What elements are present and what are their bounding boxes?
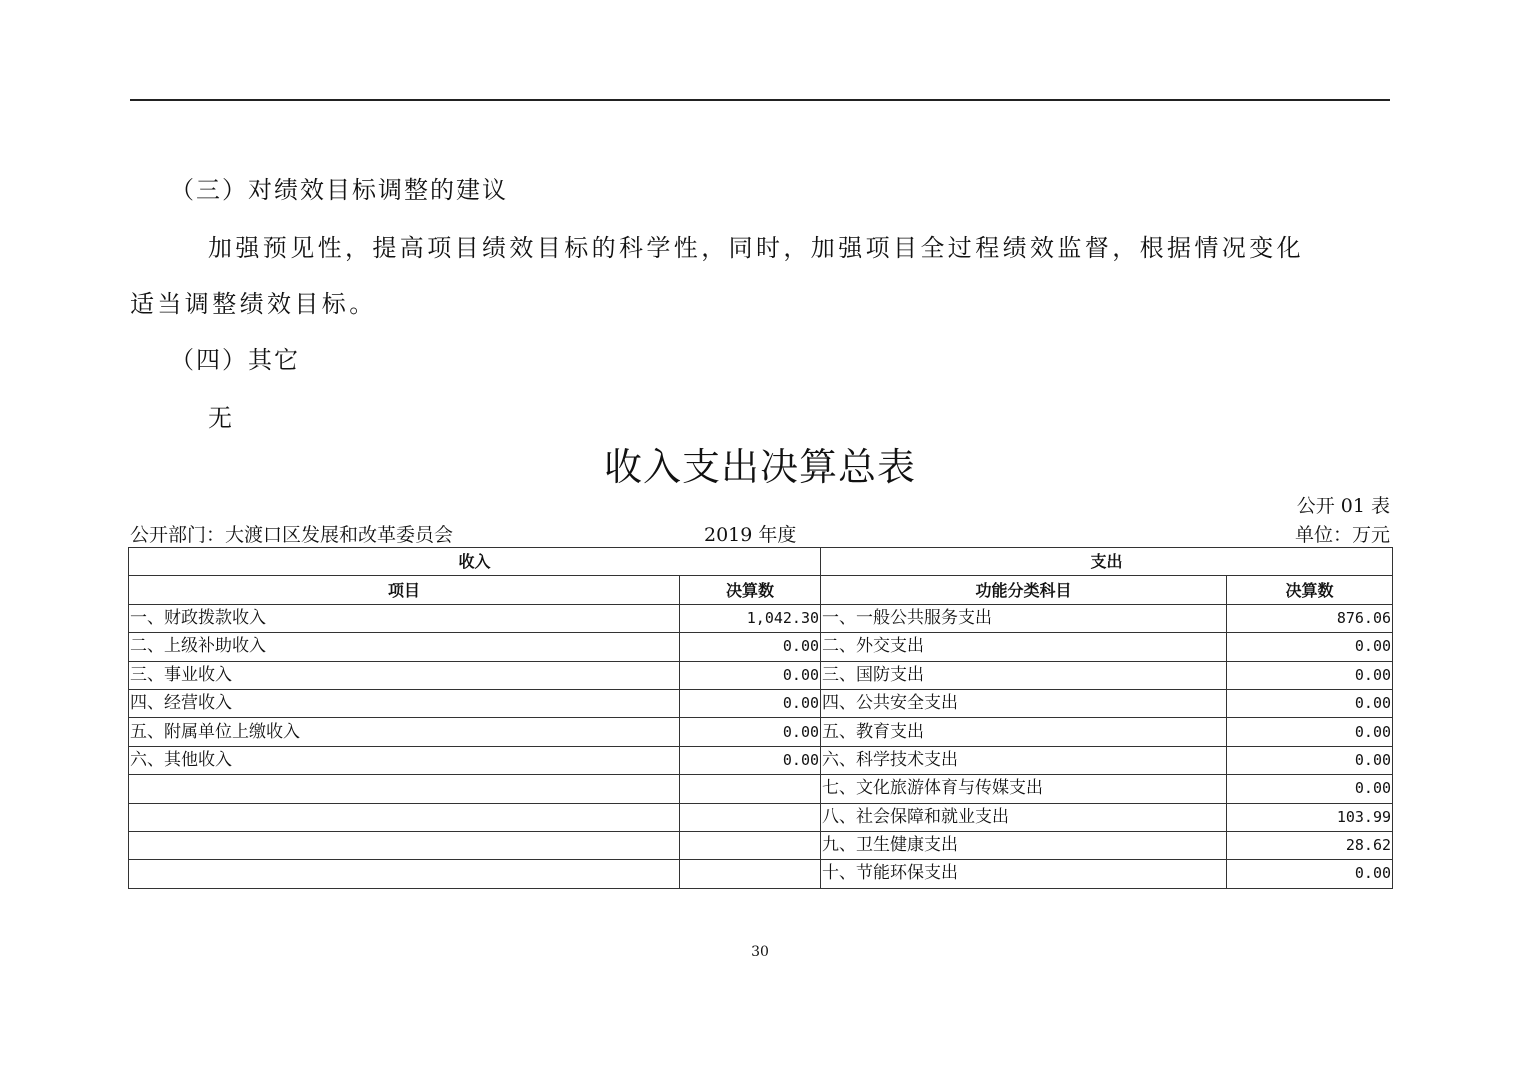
table-row — [129, 604, 1393, 632]
income-amount-cell: 0.00 — [680, 746, 821, 774]
table-row — [129, 803, 1393, 831]
income-item-cell — [129, 831, 680, 859]
income-item-cell: 五、附属单位上缴收入 — [129, 718, 680, 746]
expense-item-cell: 四、公共安全支出 — [821, 689, 1227, 717]
expense-item-cell: 三、国防支出 — [821, 661, 1227, 689]
expense-item-cell: 六、科学技术支出 — [821, 746, 1227, 774]
expense-amount-cell: 0.00 — [1227, 718, 1393, 746]
expense-item-cell: 九、卫生健康支出 — [821, 831, 1227, 859]
expense-item-cell: 二、外交支出 — [821, 633, 1227, 661]
suggestion-paragraph-line-1: 加强预见性，提高项目绩效目标的科学性，同时，加强项目全过程绩效监督，根据情况变化 — [208, 234, 1304, 262]
section-heading-four: （四）其它 — [170, 346, 300, 374]
expense-amount-column-header: 决算数 — [1227, 576, 1393, 604]
expense-item-cell: 十、节能环保支出 — [821, 860, 1227, 888]
expense-amount-cell: 876.06 — [1227, 604, 1393, 632]
category-column-header: 功能分类科目 — [821, 576, 1227, 604]
expense-item-cell: 五、教育支出 — [821, 718, 1227, 746]
income-amount-cell: 0.00 — [680, 661, 821, 689]
expense-item-cell: 八、社会保障和就业支出 — [821, 803, 1227, 831]
income-amount-cell: 0.00 — [680, 633, 821, 661]
income-expense-summary-table — [128, 547, 1393, 889]
expense-group-header: 支出 — [821, 548, 1393, 576]
expense-amount-cell: 0.00 — [1227, 661, 1393, 689]
income-item-cell: 三、事业收入 — [129, 661, 680, 689]
income-amount-cell: 1,042.30 — [680, 604, 821, 632]
income-item-cell — [129, 775, 680, 803]
fiscal-year: 2019 年度 — [704, 524, 797, 546]
expense-item-cell: 七、文化旅游体育与传媒支出 — [821, 775, 1227, 803]
expense-item-cell: 一、一般公共服务支出 — [821, 604, 1227, 632]
header-rule — [130, 99, 1390, 101]
other-none-text: 无 — [208, 404, 236, 432]
item-column-header: 项目 — [129, 576, 680, 604]
income-item-cell — [129, 860, 680, 888]
suggestion-paragraph-line-2: 适当调整绩效目标。 — [130, 290, 377, 318]
income-item-cell: 二、上级补助收入 — [129, 633, 680, 661]
expense-amount-cell: 0.00 — [1227, 746, 1393, 774]
table-title: 收入支出决算总表 — [603, 445, 916, 489]
table-code: 公开 01 表 — [1296, 495, 1390, 517]
income-amount-cell — [680, 831, 821, 859]
expense-amount-cell: 0.00 — [1227, 860, 1393, 888]
table-row — [129, 746, 1393, 774]
group-header-row — [129, 548, 1393, 576]
income-amount-cell: 0.00 — [680, 689, 821, 717]
expense-amount-cell: 28.62 — [1227, 831, 1393, 859]
table-row — [129, 718, 1393, 746]
table-row — [129, 661, 1393, 689]
column-header-row — [129, 576, 1393, 604]
income-amount-column-header: 决算数 — [680, 576, 821, 604]
table-row — [129, 689, 1393, 717]
income-item-cell: 六、其他收入 — [129, 746, 680, 774]
income-amount-cell — [680, 803, 821, 831]
page-number: 30 — [751, 944, 769, 960]
table-row — [129, 860, 1393, 888]
table-row — [129, 633, 1393, 661]
income-amount-cell — [680, 775, 821, 803]
expense-amount-cell: 103.99 — [1227, 803, 1393, 831]
income-item-cell — [129, 803, 680, 831]
expense-amount-cell: 0.00 — [1227, 633, 1393, 661]
expense-amount-cell: 0.00 — [1227, 775, 1393, 803]
table-row — [129, 831, 1393, 859]
income-item-cell: 四、经营收入 — [129, 689, 680, 717]
income-group-header: 收入 — [129, 548, 821, 576]
income-amount-cell: 0.00 — [680, 718, 821, 746]
table-row — [129, 775, 1393, 803]
income-amount-cell — [680, 860, 821, 888]
expense-amount-cell: 0.00 — [1227, 689, 1393, 717]
income-item-cell: 一、财政拨款收入 — [129, 604, 680, 632]
unit-label: 单位：万元 — [1294, 524, 1390, 546]
section-heading-three: （三）对绩效目标调整的建议 — [170, 176, 508, 204]
department-label: 公开部门：大渡口区发展和改革委员会 — [130, 524, 454, 546]
